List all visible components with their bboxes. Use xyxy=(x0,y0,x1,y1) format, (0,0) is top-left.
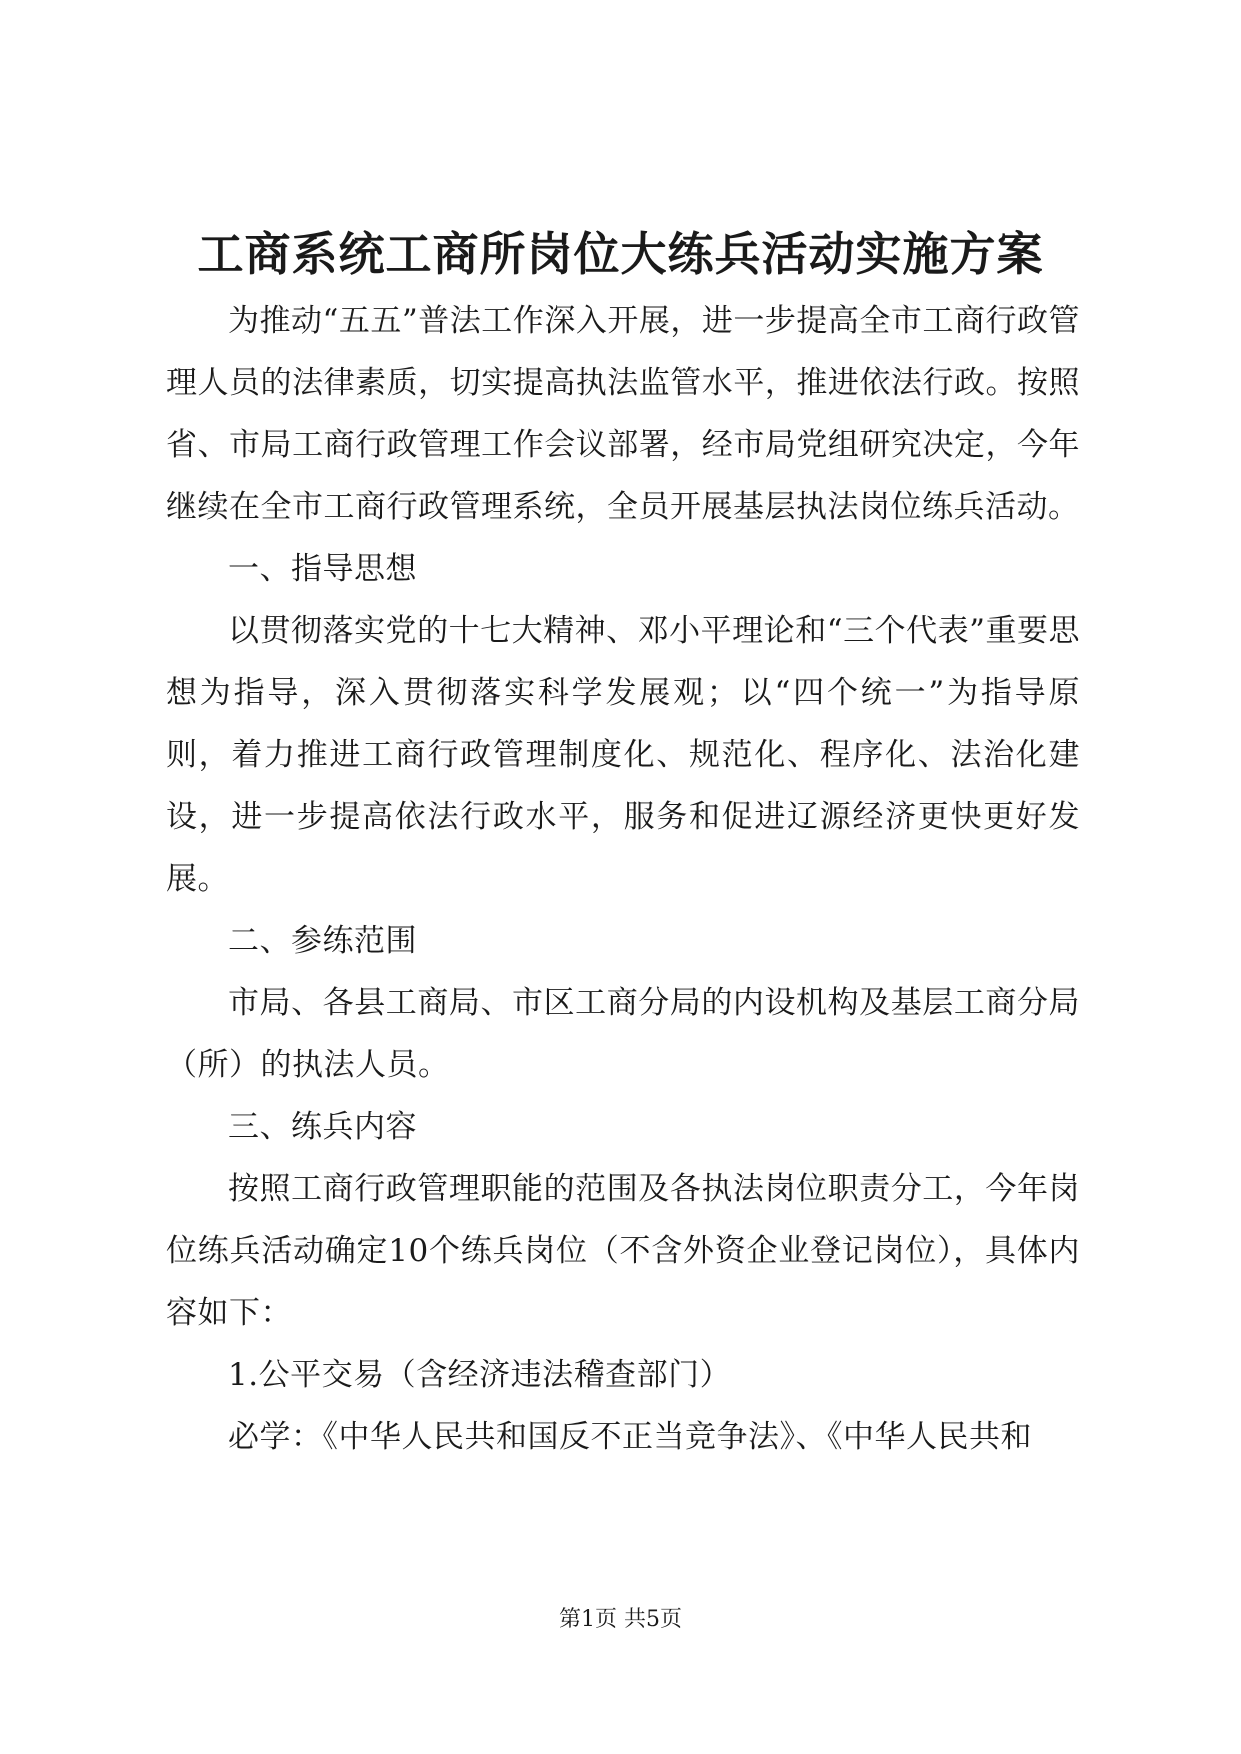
page-number-footer xyxy=(0,1605,1241,1635)
document-body xyxy=(166,290,1080,1468)
paragraph-intro: 为推动“五五”普法工作深入开展，进一步提高全市工商行政管理人员的法律素质，切实提高执法监管水平，推进依法行政。按照省、市局工商行政管理工作会议部署，经市局党组研究决定，今年继续在全市工商行政管理系统，全员开展基层执法岗位练兵活动。 xyxy=(166,303,1080,525)
document-title: 工商系统工商所岗位大练兵活动实施方案 xyxy=(197,227,1044,281)
section-heading-content: 三、练兵内容 xyxy=(228,1109,417,1145)
paragraph-scope: 市局、各县工商局、市区工商分局的内设机构及基层工商分局（所）的执法人员。 xyxy=(166,985,1080,1083)
subsection-heading-fair-trade: 1.公平交易（含经济违法稽查部门） xyxy=(228,1357,732,1393)
paragraph-content: 按照工商行政管理职能的范围及各执法岗位职责分工，今年岗位练兵活动确定10个练兵岗位（不含外资企业登记岗位），具体内容如下： xyxy=(166,1171,1080,1331)
paragraph-guiding-ideology: 以贯彻落实党的十七大精神、邓小平理论和“三个代表”重要思想为指导，深入贯彻落实科学发展观；以“四个统一”为指导原则，着力推进工商行政管理制度化、规范化、程序化、法治化建设，进一步提高依法行政水平，服务和促进辽源经济更快更好发展。 xyxy=(166,613,1080,897)
paragraph-required-study: 必学：《中华人民共和国反不正当竞争法》、《中华人民共和 xyxy=(228,1419,1032,1455)
section-heading-scope: 二、参练范围 xyxy=(228,923,417,959)
page-number-label: 第1页 共5页 xyxy=(559,1607,682,1632)
section-heading-guiding-ideology: 一、指导思想 xyxy=(228,551,417,587)
